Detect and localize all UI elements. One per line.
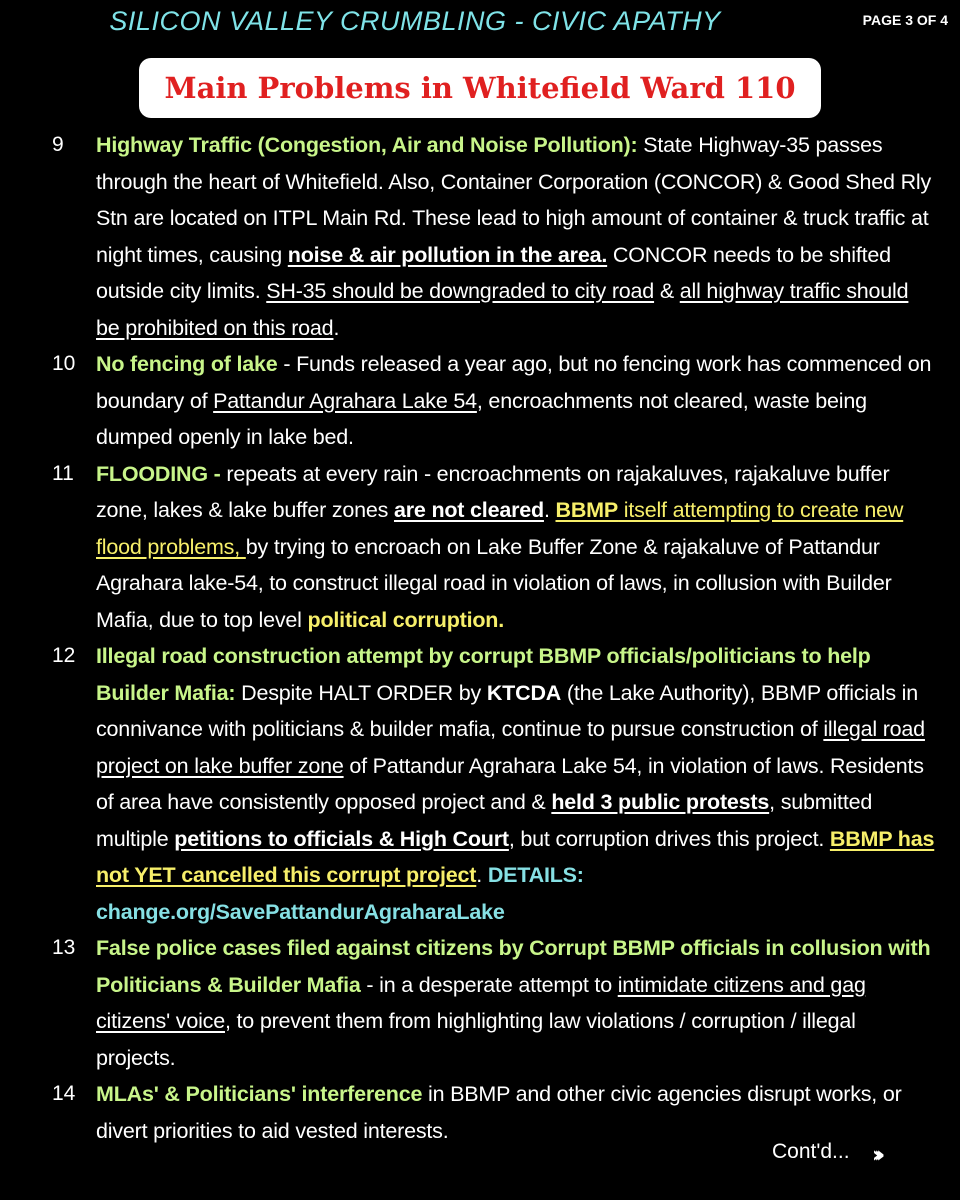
list-item — [0, 930, 960, 1076]
problem-list — [0, 127, 960, 1149]
item-text-segment: , encroachments not cleared, waste being dumped openly in lake bed. — [96, 388, 867, 449]
item-text-segment: State Highway-35 passes through the heart of Whitefield. Also, Container Corporation (CONCOR) & Good Shed Rly Stn are located on ITPL Main Rd. These lead to high amount of container & truck traffic at night times, causing — [96, 133, 932, 267]
item-heading: False police cases filed against citizens by Corrupt BBMP officials in collusion with Politicians & Builder Mafia — [96, 936, 931, 997]
item-text — [96, 930, 936, 1076]
item-text-segment: Despite HALT ORDER by — [235, 680, 487, 705]
underlined-emphasis: held 3 public protests — [551, 790, 770, 814]
highlight-text: BBMP — [555, 498, 619, 522]
item-heading: Highway Traffic (Congestion, Air and Noise Pollution): — [96, 133, 638, 157]
item-text — [96, 127, 936, 346]
item-text — [96, 638, 936, 930]
item-text-segment: , but corruption drives this project. — [508, 826, 830, 851]
item-text-segment: - — [207, 461, 227, 486]
bold-text: KTCDA — [486, 680, 562, 705]
list-item — [0, 346, 960, 456]
underlined-text: illegal road project on lake buffer zone — [96, 717, 925, 778]
item-text-segment: . — [543, 498, 556, 522]
highlight-text: itself attempting to create new flood problems, — [96, 498, 904, 559]
item-text-segment: in BBMP and other civic agencies disrupt works, or divert priorities to aid vested interests. — [96, 1082, 902, 1143]
item-text — [96, 456, 936, 639]
item-text-segment: - Funds released a year ago, but no fencing work has commenced on boundary of — [96, 352, 932, 413]
item-text-segment: of Pattandur Agrahara Lake 54, in violation of laws. Residents of area have consistently opposed project and & — [96, 753, 924, 814]
item-text — [96, 1076, 936, 1149]
details-link[interactable]: DETAILS: change.org/SavePattandurAgraharaLake — [96, 863, 584, 924]
item-number: 14 — [52, 1082, 76, 1105]
item-text-segment: repeats at every rain - encroachments on rajakaluves, rajakaluve buffer zone, lakes & lake buffer zones — [96, 461, 890, 522]
continued-label: Cont'd... — [772, 1140, 850, 1163]
banner-title: Main Problems in Whitefield Ward 110 — [164, 71, 796, 105]
underlined-text: Pattandur Agrahara Lake 54 — [213, 388, 477, 413]
item-text-segment: , to prevent them from highlighting law violations / corruption / illegal projects. — [96, 1009, 856, 1070]
item-text-segment: & — [654, 279, 680, 303]
item-text-segment: (the Lake Authority), BBMP officials in connivance with politicians & builder mafia, continue to pursue construction of — [96, 680, 918, 741]
list-item — [0, 638, 960, 930]
underlined-text: SH-35 should be downgraded to city road — [266, 279, 655, 303]
highlight-emphasis: political corruption. — [307, 607, 505, 632]
underlined-emphasis: are not cleared — [393, 498, 544, 522]
item-number: 12 — [52, 644, 76, 667]
underlined-text: intimidate citizens and gag citizens' voice — [96, 972, 866, 1033]
item-text-segment: CONCOR needs to be shifted outside city limits. — [96, 242, 891, 303]
item-text-segment: . — [333, 315, 340, 340]
chevron-right-icon: ››› — [872, 1143, 879, 1168]
header-title: SILICON VALLEY CRUMBLING - CIVIC APATHY — [109, 6, 721, 36]
highlight-emphasis: BBMP has not YET cancelled this corrupt project — [96, 826, 935, 887]
list-item — [0, 1076, 960, 1149]
item-heading: Illegal road construction attempt by corrupt BBMP officials/politicians to help Builder Mafia: — [96, 644, 871, 705]
item-text-segment: - in a desperate attempt to — [360, 972, 618, 997]
item-number: 10 — [52, 352, 76, 375]
item-text-segment: by trying to encroach on Lake Buffer Zone & rajakaluve of Pattandur Agrahara lake-54, to construct illegal road in violation of laws, in collusion with Builder Mafia, due to top level — [96, 534, 892, 632]
underlined-emphasis: petitions to officials & High Court — [174, 826, 509, 851]
list-item — [0, 456, 960, 639]
item-heading: FLOODING — [96, 461, 208, 486]
underlined-text: all highway traffic should be prohibited on this road — [96, 279, 909, 340]
item-heading: No fencing of lake — [96, 352, 278, 376]
item-text-segment: . — [476, 863, 488, 887]
underlined-emphasis: noise & air pollution in the area. — [287, 242, 608, 267]
item-text — [96, 346, 936, 456]
title-banner — [139, 58, 821, 118]
item-number: 13 — [52, 936, 76, 959]
page-number: PAGE 3 OF 4 — [862, 12, 948, 28]
list-item — [0, 127, 960, 346]
item-number: 9 — [52, 133, 64, 156]
item-number: 11 — [52, 461, 74, 485]
item-heading: MLAs' & Politicians' interference — [96, 1082, 423, 1106]
item-text-segment: , submitted multiple — [96, 790, 873, 851]
